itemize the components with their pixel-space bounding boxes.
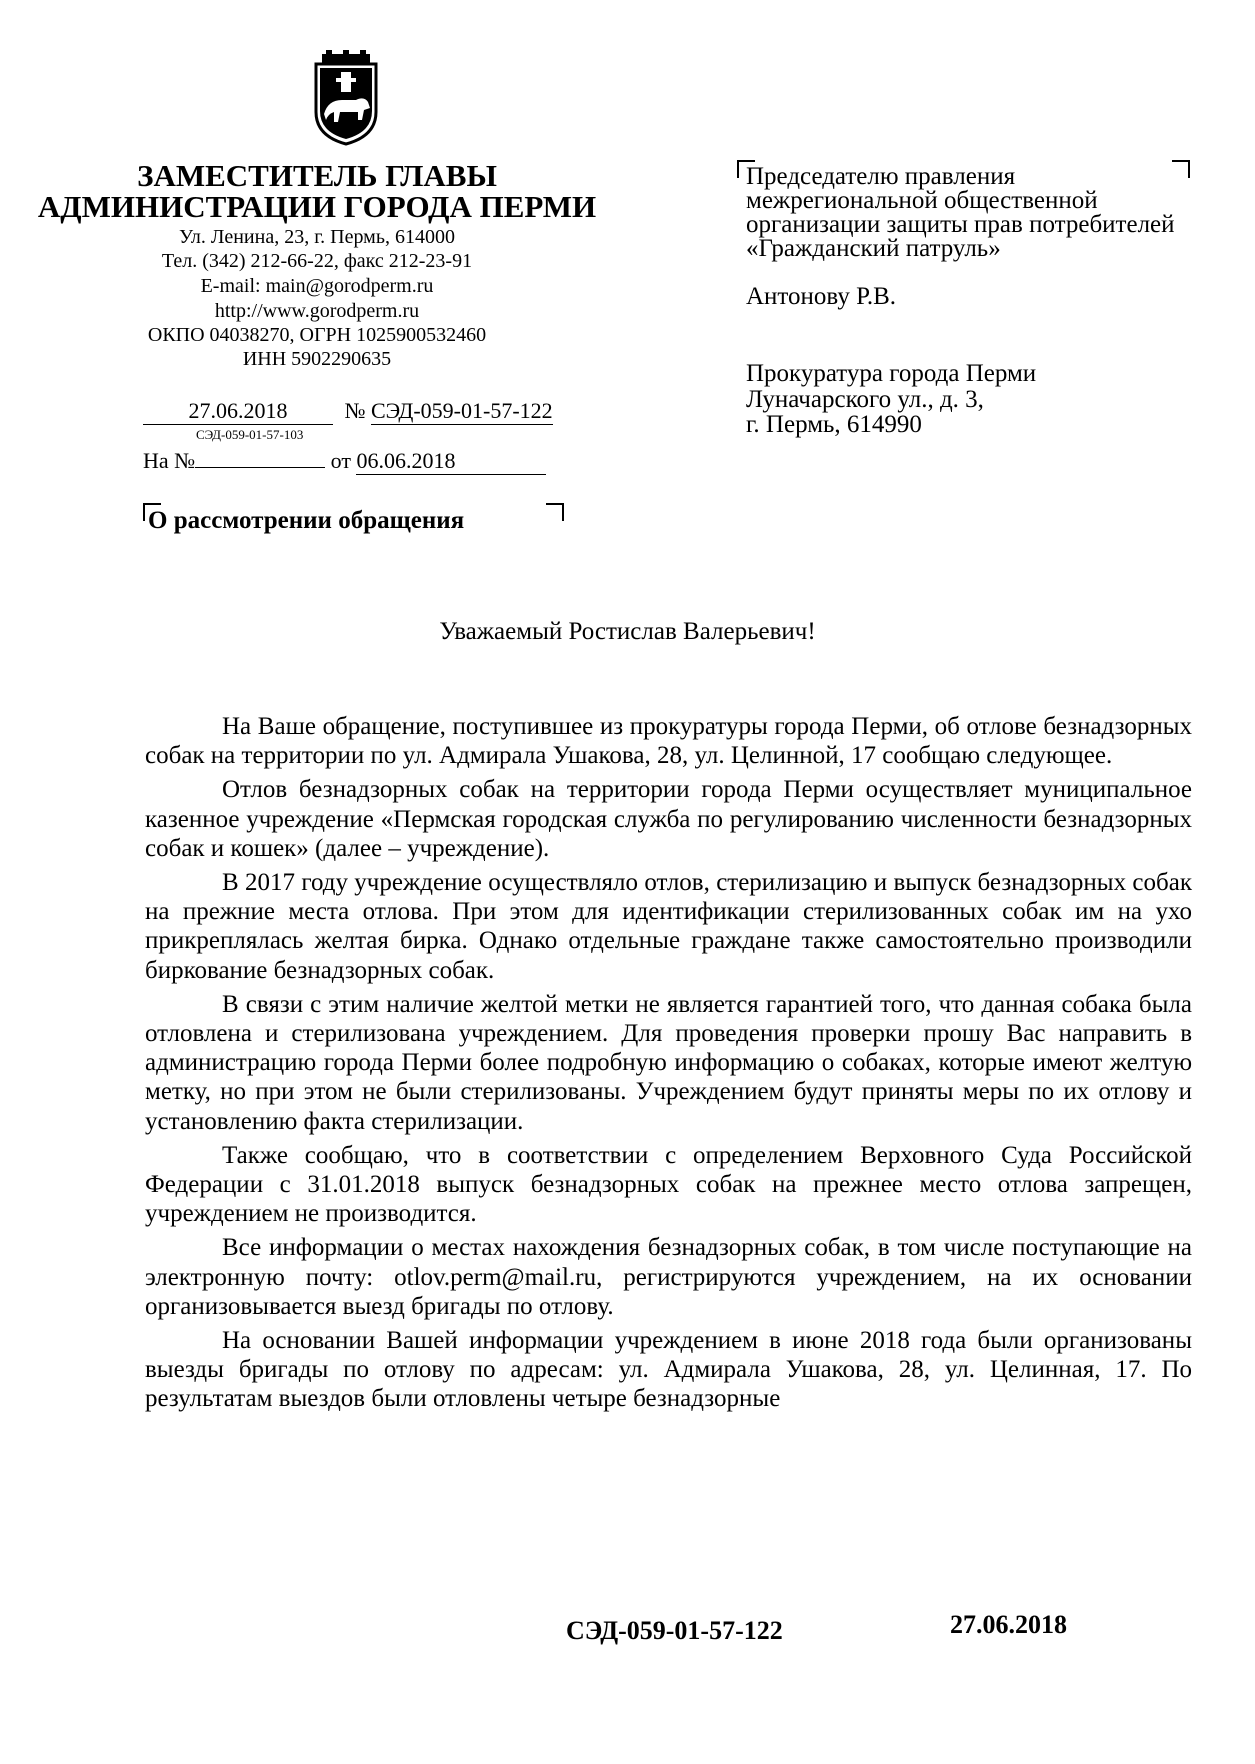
sender-title-line2: АДМИНИСТРАЦИИ ГОРОДА ПЕРМИ	[37, 189, 597, 224]
sender-okpo-ogrn: ОКПО 04038270, ОГРН 1025900532460	[147, 324, 487, 346]
body-paragraph-2: Отлов безнадзорных собак на территории города Перми осуществляет муниципальное казенное учреждение «Пермская городская служба по регулированию численности безнадзорных собак и кошек» (далее – учреждение).	[145, 776, 1192, 862]
reference-line	[143, 448, 546, 475]
body-paragraph-6: Все информации о местах нахождения безнадзорных собак, в том числе поступающие на электронную почту: otlov.perm@mail.ru, регистрируются учреждением, на их основании организовывается выезд бригады по отлову.	[145, 1234, 1192, 1320]
coat-of-arms-icon	[308, 50, 384, 146]
sender-phone: Тел. (342) 212-66-22, факс 212-23-91	[161, 250, 473, 272]
subject-bracket-right	[546, 503, 564, 521]
salutation: Уважаемый Ростислав Валерьевич!	[439, 618, 816, 645]
sender-title-line1: ЗАМЕСТИТЕЛЬ ГЛАВЫ	[137, 158, 497, 193]
reference-prefix: На №	[143, 448, 196, 473]
addressee-recipient2-street: Луначарского ул., д. 3,	[746, 386, 984, 413]
subject-line: О рассмотрении обращения	[148, 507, 465, 534]
reference-from: от	[330, 448, 351, 473]
body-paragraph-4: В связи с этим наличие желтой метки не является гарантией того, что данная собака была отловлена и стерилизована учреждением. Для проведения проверки прошу Вас направить в администрацию города Перми более подробную информацию о собаках, которые имеют желтую метку, но при этом не были стерилизованы. Учреждением будут приняты меры по их отлову и установлению факта стерилизации.	[145, 990, 1192, 1135]
letter-body	[145, 712, 1192, 1419]
body-paragraph-5: Также сообщаю, что в соответствии с определением Верховного Суда Российской Федерации с 31.01.2018 выпуск безнадзорных собак на прежнее место отлова запрещен, учреждением не производится.	[145, 1141, 1192, 1228]
body-paragraph-7: На основании Вашей информации учреждением в июне 2018 года были организованы выезды бригады по отлову по адресам: ул. Адмирала Ушакова, 28, ул. Целинная, 17. По результатам выездов были отловлены четыре безнадзорные	[145, 1327, 1192, 1413]
registration-sub-number: СЭД-059-01-57-103	[196, 427, 304, 442]
addressee-recipient2: Прокуратура города Перми	[746, 360, 1037, 387]
sender-email: E-mail: main@gorodperm.ru	[200, 275, 434, 297]
addressee-recipient1-name: Антонову Р.В.	[746, 283, 897, 310]
addressee-recipient2-city: г. Пермь, 614990	[746, 411, 922, 438]
registration-line	[143, 398, 553, 425]
registration-number: СЭД-059-01-57-122	[371, 398, 553, 423]
registration-date: 27.06.2018	[143, 398, 333, 425]
footer-doc-number: СЭД-059-01-57-122	[566, 1616, 783, 1645]
registration-number-prefix: №	[344, 398, 366, 423]
sender-inn: ИНН 5902290635	[242, 348, 392, 370]
reference-date: 06.06.2018	[356, 448, 546, 475]
body-paragraph-3: В 2017 году учреждение осуществляло отлов, стерилизацию и выпуск безнадзорных собак на прежние места отлова. При этом для идентификации стерилизованных собак им на ухо прикреплялась желтая бирка. Однако отдельные граждане также самостоятельно производили биркование безнадзорных собак.	[145, 869, 1192, 984]
sender-website: http://www.gorodperm.ru	[214, 300, 420, 322]
body-paragraph-1: На Ваше обращение, поступившее из прокуратуры города Перми, об отлове безнадзорных собак на территории по ул. Адмирала Ушакова, 28, ул. Целинной, 17 сообщаю следующее.	[145, 713, 1192, 770]
footer-doc-date: 27.06.2018	[950, 1610, 1067, 1639]
addressee-recipient1: Председателю правления межрегиональной общественной организации защиты прав потребителей «Гражданский патруль»	[746, 163, 1175, 262]
sender-address: Ул. Ленина, 23, г. Пермь, 614000	[179, 226, 455, 248]
